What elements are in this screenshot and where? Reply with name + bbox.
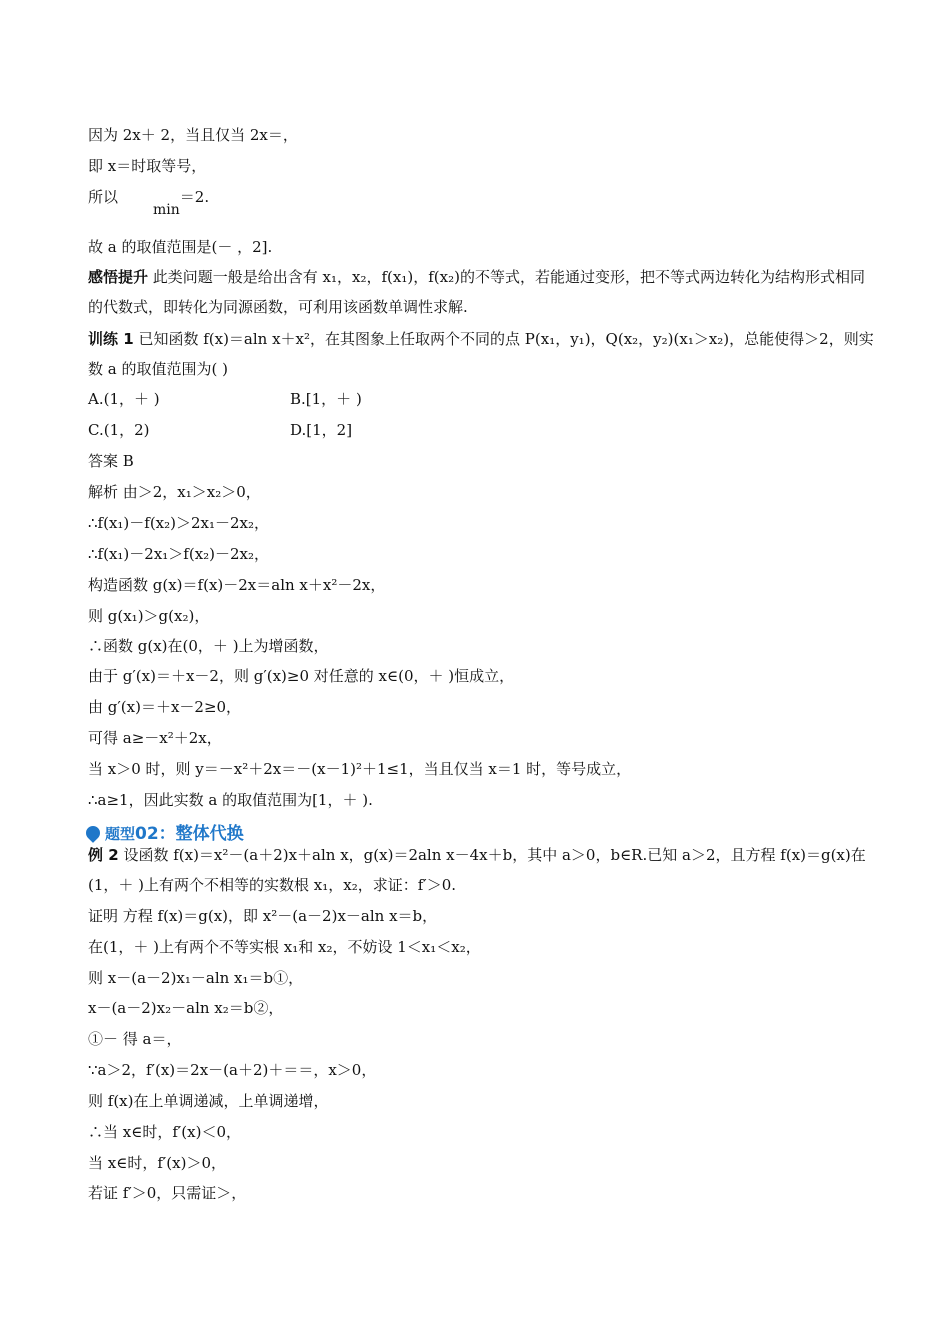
text-line: 故 a 的取值范围是(－ ，2]. <box>88 238 273 256</box>
proof-line: ∴当 x∈时，f′(x)＜0， <box>88 1123 241 1141</box>
proof-line: 当 x∈时，f′(x)＞0， <box>88 1154 226 1172</box>
solution-line: 由于 g′(x)＝＋x－2，则 g′(x)≥0 对任意的 x∈(0，＋ )恒成立， <box>88 667 515 685</box>
solution-line: 当 x＞0 时，则 y＝－x²＋2x＝－(x－1)²＋1≤1，当且仅当 x＝1 时，等号成立， <box>88 760 632 778</box>
options-row <box>88 419 878 441</box>
solution-line: 解析 由＞2，x₁＞x₂＞0， <box>88 483 261 501</box>
proof-line: 若证 f′＞0，只需证＞， <box>88 1184 247 1202</box>
proof-line: ①－ 得 a＝， <box>88 1030 182 1048</box>
text-line: 即 x＝时取等号， <box>88 157 207 175</box>
example-paragraph <box>88 840 878 900</box>
section-label: 题型 <box>105 825 136 843</box>
proof-line: 则 f(x)在上单调递减，上单调递增， <box>88 1092 329 1110</box>
text-line <box>88 186 878 218</box>
proof-line: 则 x－(a－2)x₁－aln x₁＝b①， <box>88 969 304 987</box>
proof-line: x－(a－2)x₂－aln x₂＝b②， <box>88 999 284 1017</box>
solution-line: ∴a≥1，因此实数 a 的取值范围为[1，＋ ). <box>88 791 373 809</box>
solution-line: ∴f(x₁)－2x₁＞f(x₂)－2x₂， <box>88 545 270 563</box>
options-row <box>88 388 878 410</box>
option-b: B.[1，＋ ) <box>290 390 362 408</box>
insight-label: 感悟提升 <box>88 268 149 286</box>
example-label: 例 2 <box>88 846 119 864</box>
solution-line: 则 g(x₁)＞g(x₂)， <box>88 607 210 625</box>
solution-line: ∴函数 g(x)在(0，＋ )上为增函数， <box>88 637 329 655</box>
solution-line: 构造函数 g(x)＝f(x)－2x＝aln x＋x²－2x， <box>88 576 386 594</box>
option-a: A.(1，＋ ) <box>88 390 160 408</box>
solution-line: 由 g′(x)＝＋x－2≥0， <box>88 698 242 716</box>
solution-line: 可得 a≥－x²＋2x， <box>88 729 222 747</box>
proof-line: 证明 方程 f(x)＝g(x)，即 x²－(a－2)x－aln x＝b， <box>88 907 438 925</box>
exercise-paragraph <box>88 324 878 384</box>
text-line: 因为 2x＋ 2，当且仅当 2x＝， <box>88 126 298 144</box>
insight-text: 此类问题一般是给出含有 x₁，x₂，f(x₁)，f(x₂)的不等式，若能通过变形，把不等式两边转化为结构形式相同的代数式，即转化为同源函数，可利用该函数单调性求解. <box>88 268 865 316</box>
subscript-min: min <box>153 202 180 218</box>
answer-line: 答案 B <box>88 452 134 470</box>
exercise-label: 训练 1 <box>88 330 134 348</box>
insight-paragraph <box>88 262 878 322</box>
proof-line: ∵a＞2，f′(x)＝2x－(a＋2)＋＝＝，x＞0， <box>88 1061 377 1079</box>
option-c: C.(1，2) <box>88 421 150 439</box>
exercise-text: 已知函数 f(x)＝aln x＋x²，在其图象上任取两个不同的点 P(x₁，y₁)，Q(x₂，y₂)(x₁＞x₂)，总能使得＞2，则实数 a 的取值范围为( ) <box>88 330 874 378</box>
proof-line: 在(1，＋ )上有两个不等实根 x₁和 x₂，不妨设 1＜x₁＜x₂， <box>88 938 481 956</box>
example-text: 设函数 f(x)＝x²－(a＋2)x＋aln x，g(x)＝2aln x－4x＋b，其中 a＞0，b∈R.已知 a＞2，且方程 f(x)＝g(x)在(1，＋ )上有两个不相等的实数根 x₁，x₂，求证：f′＞0. <box>88 846 866 894</box>
option-d: D.[1，2] <box>290 421 353 439</box>
text-fragment: ＝2. <box>179 188 210 206</box>
text-fragment: 所以 <box>88 188 119 206</box>
section-title: 02：整体代换 <box>135 824 244 844</box>
solution-line: ∴f(x₁)－f(x₂)＞2x₁－2x₂， <box>88 514 270 532</box>
